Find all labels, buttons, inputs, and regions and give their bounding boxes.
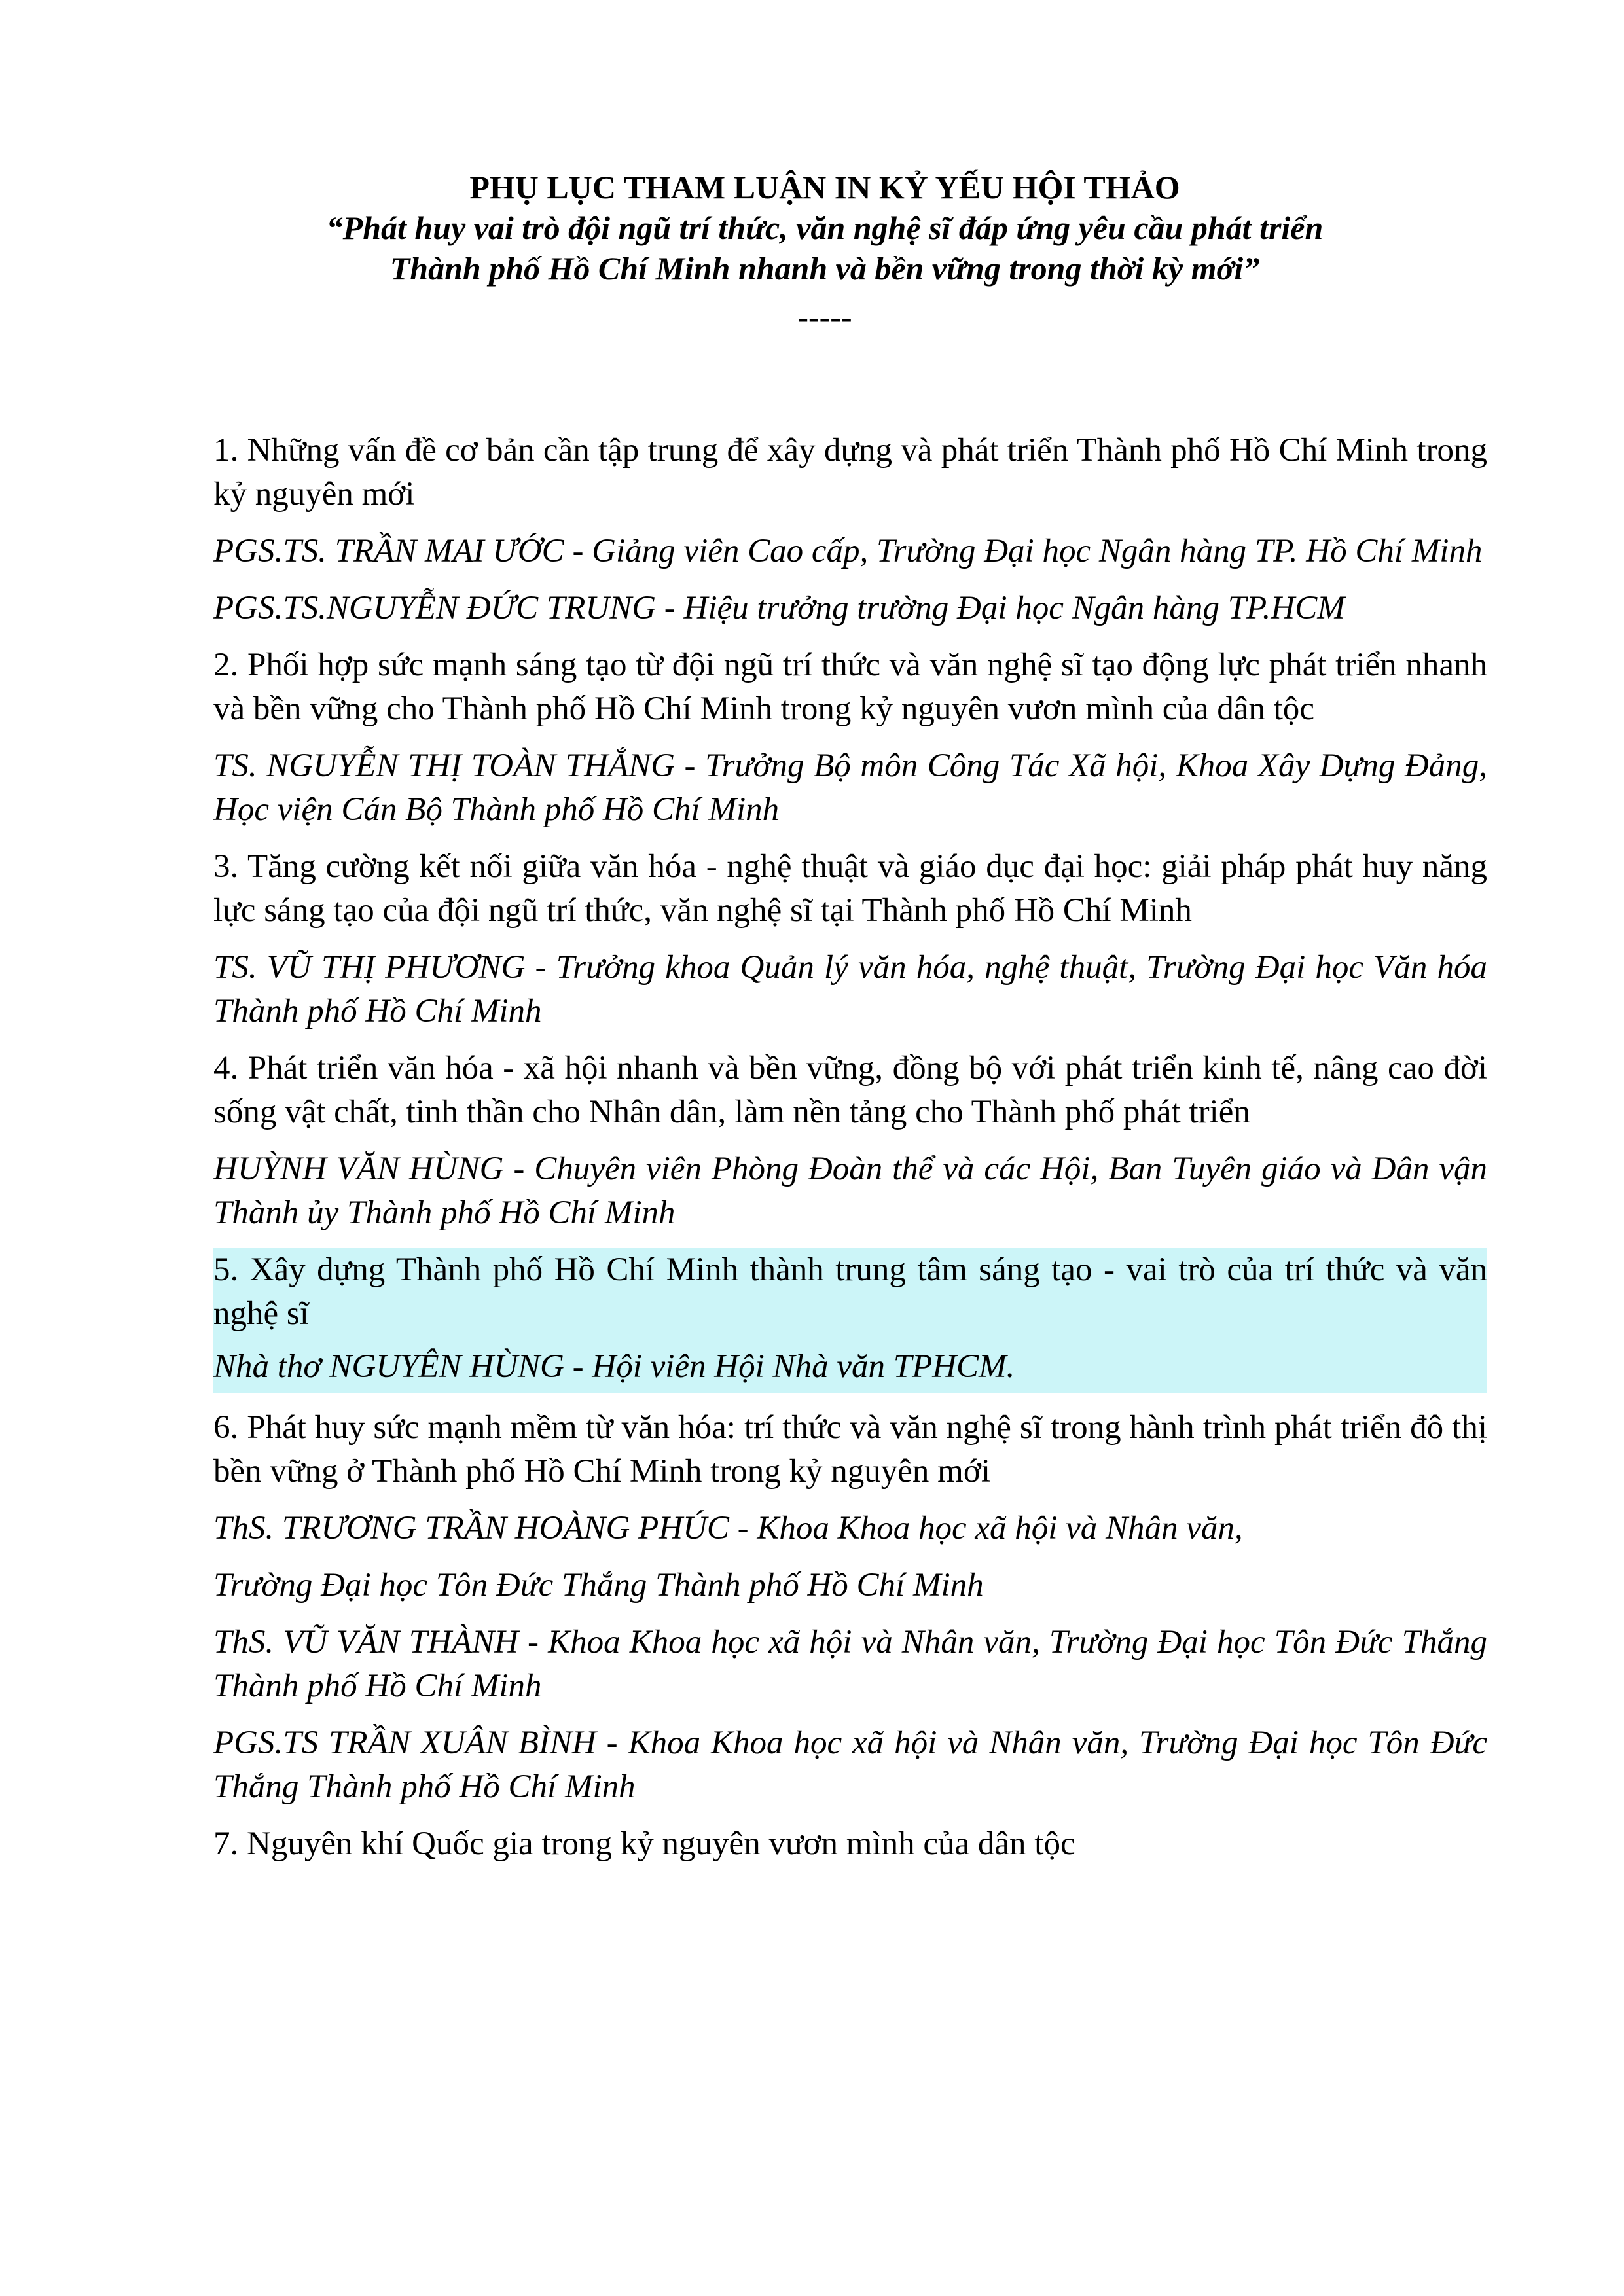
paper-author: ThS. TRƯƠNG TRẦN HOÀNG PHÚC - Khoa Khoa học xã hội và Nhân văn,: [213, 1510, 1243, 1547]
highlighted-list-item: [213, 1248, 1487, 1393]
paper-author: HUỲNH VĂN HÙNG - Chuyên viên Phòng Đoàn thể và các Hội, Ban Tuyên giáo và Dân vận Thành ủy Thành phố Hồ Chí Minh: [213, 1151, 1487, 1231]
header-subtitle-line-1: “Phát huy vai trò đội ngũ trí thức, văn nghệ sĩ đáp ứng yêu cầu phát triển: [326, 209, 1324, 246]
list-item: [213, 1406, 1487, 1809]
paper-author: TS. VŨ THỊ PHƯƠNG - Trưởng khoa Quản lý văn hóa, nghệ thuật, Trường Đại học Văn hóa Thành phố Hồ Chí Minh: [213, 949, 1487, 1030]
paper-title: 6. Phát huy sức mạnh mềm từ văn hóa: trí thức và văn nghệ sĩ trong hành trình phát triển đô thị bền vững ở Thành phố Hồ Chí Minh trong kỷ nguyên mới: [213, 1409, 1487, 1490]
paper-title: 2. Phối hợp sức mạnh sáng tạo từ đội ngũ trí thức và văn nghệ sĩ tạo động lực phát triển nhanh và bền vững cho Thành phố Hồ Chí Minh trong kỷ nguyên vươn mình của dân tộc: [213, 647, 1487, 727]
paper-title: 4. Phát triển văn hóa - xã hội nhanh và bền vững, đồng bộ với phát triển kinh tế, nâng cao đời sống vật chất, tinh thần cho Nhân dân, làm nền tảng cho Thành phố phát triển: [213, 1050, 1487, 1130]
header-title: PHỤ LỤC THAM LUẬN IN KỶ YẾU HỘI THẢO: [469, 169, 1180, 206]
list-item: [213, 1047, 1487, 1235]
header-separator: -----: [797, 298, 852, 335]
list-item: [213, 643, 1487, 832]
paper-author: PGS.TS.NGUYỄN ĐỨC TRUNG - Hiệu trưởng trường Đại học Ngân hàng TP.HCM: [213, 590, 1345, 626]
paper-author: Trường Đại học Tôn Đức Thắng Thành phố Hồ Chí Minh: [213, 1567, 984, 1604]
document-header: [196, 167, 1453, 337]
paper-author: PGS.TS. TRẦN MAI ƯỚC - Giảng viên Cao cấp, Trường Đại học Ngân hàng TP. Hồ Chí Minh: [213, 533, 1483, 569]
paper-title: 1. Những vấn đề cơ bản cần tập trung để xây dựng và phát triển Thành phố Hồ Chí Minh trong kỷ nguyên mới: [213, 432, 1487, 512]
paper-title: 5. Xây dựng Thành phố Hồ Chí Minh thành trung tâm sáng tạo - vai trò của trí thức và văn nghệ sĩ: [213, 1251, 1487, 1332]
list-item: [213, 429, 1487, 630]
paper-list: [213, 429, 1487, 1879]
paper-author: ThS. VŨ VĂN THÀNH - Khoa Khoa học xã hội và Nhân văn, Trường Đại học Tôn Đức Thắng Thành phố Hồ Chí Minh: [213, 1624, 1487, 1704]
paper-title: 7. Nguyên khí Quốc gia trong kỷ nguyên vươn mình của dân tộc: [213, 1825, 1075, 1862]
list-item: [213, 1822, 1487, 1866]
paper-author: PGS.TS TRẦN XUÂN BÌNH - Khoa Khoa học xã hội và Nhân văn, Trường Đại học Tôn Đức Thắng Thành phố Hồ Chí Minh: [213, 1725, 1487, 1805]
paper-title: 3. Tăng cường kết nối giữa văn hóa - nghệ thuật và giáo dục đại học: giải pháp phát huy năng lực sáng tạo của đội ngũ trí thức, văn nghệ sĩ tại Thành phố Hồ Chí Minh: [213, 848, 1487, 929]
list-item: [213, 845, 1487, 1033]
paper-author: Nhà thơ NGUYÊN HÙNG - Hội viên Hội Nhà văn TPHCM.: [213, 1348, 1015, 1385]
header-subtitle-line-2: Thành phố Hồ Chí Minh nhanh và bền vững trong thời kỳ mới”: [389, 250, 1260, 287]
paper-author: TS. NGUYỄN THỊ TOÀN THẮNG - Trưởng Bộ môn Công Tác Xã hội, Khoa Xây Dựng Đảng, Học viện Cán Bộ Thành phố Hồ Chí Minh: [213, 747, 1487, 828]
